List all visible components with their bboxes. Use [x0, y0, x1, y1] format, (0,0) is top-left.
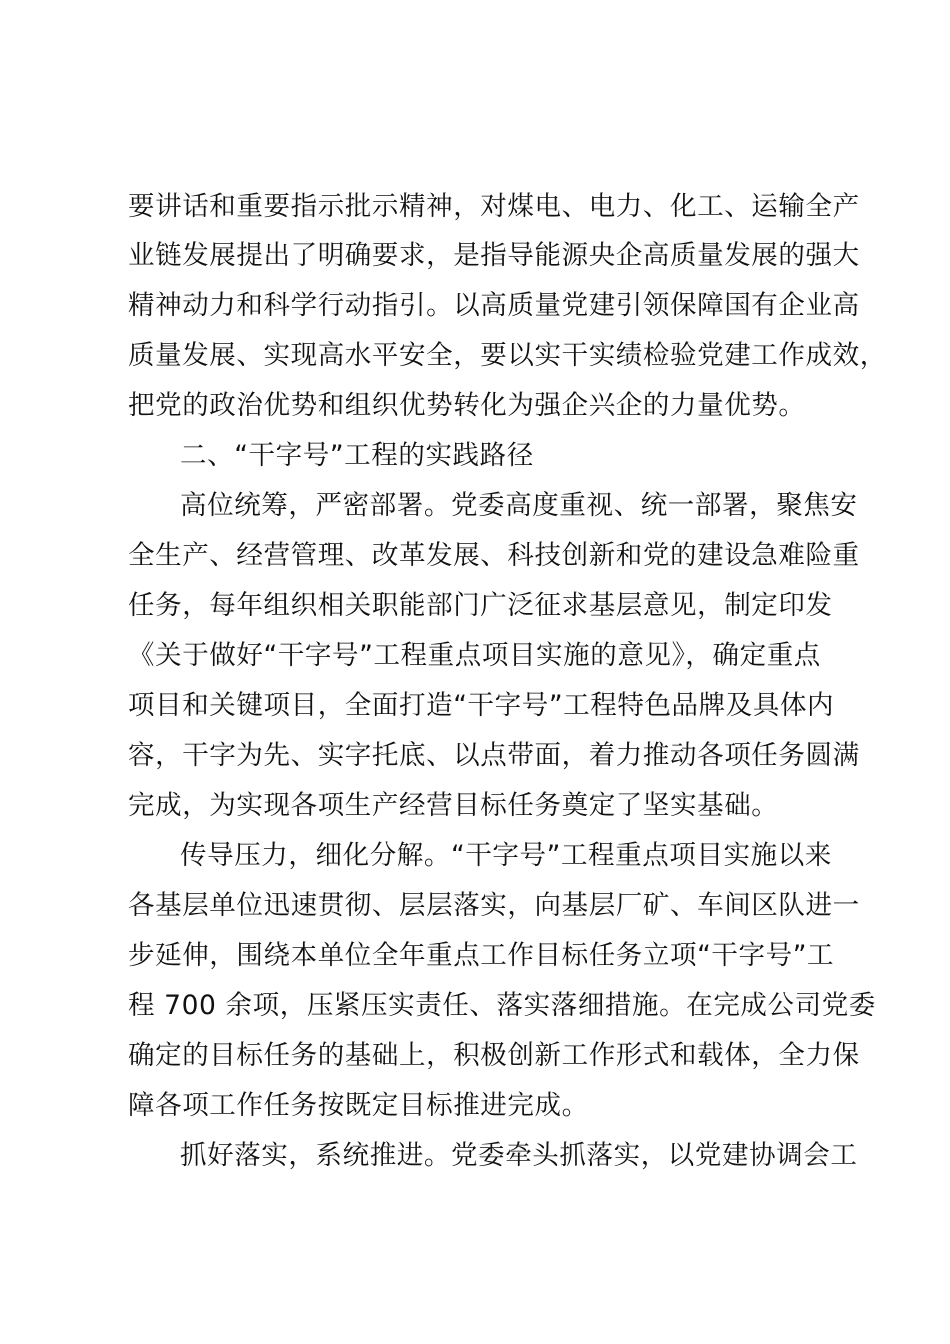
body-line: 精神动力和科学行动指引。以高质量党建引领保障国有企业高	[128, 290, 860, 321]
body-line: 步延伸，围绕本单位全年重点工作目标任务立项“干字号”工	[128, 940, 835, 971]
body-line: 任务，每年组织相关职能部门广泛征求基层意见，制定印发	[128, 590, 833, 621]
body-line: 全生产、经营管理、改革发展、科技创新和党的建设急难险重	[128, 540, 860, 571]
body-line: 质量发展、实现高水平安全，要以实干实绩检验党建工作成效，	[128, 340, 887, 371]
body-line: 容，干字为先、实字托底、以点带面，着力推动各项任务圆满	[128, 740, 860, 771]
body-line: 项目和关键项目，全面打造“干字号”工程特色品牌及具体内	[128, 690, 835, 721]
body-line: 各基层单位迅速贯彻、层层落实，向基层厂矿、车间区队进一	[128, 890, 860, 921]
body-line: 要讲话和重要指示批示精神，对煤电、电力、化工、运输全产	[128, 191, 860, 222]
body-line: 完成，为实现各项生产经营目标任务奠定了坚实基础。	[128, 790, 779, 821]
body-line: 程 700 余项，压紧压实责任、落实落细措施。在完成公司党委	[128, 990, 876, 1021]
paragraph-first-line: 传导压力，细化分解。“干字号”工程重点项目实施以来	[180, 840, 832, 871]
paragraph-first-line: 抓好落实，系统推进。党委牵头抓落实，以党建协调会工	[180, 1140, 858, 1171]
body-line: 业链发展提出了明确要求，是指导能源央企高质量发展的强大	[128, 240, 860, 271]
section-heading: 二、“干字号”工程的实践路径	[180, 440, 534, 471]
body-line: 障各项工作任务按既定目标推进完成。	[128, 1090, 589, 1121]
body-line: 《关于做好“干字号”工程重点项目实施的意见》，确定重点	[128, 640, 821, 671]
body-line: 确定的目标任务的基础上，积极创新工作形式和载体，全力保	[128, 1040, 860, 1071]
body-line: 把党的政治优势和组织优势转化为强企兴企的力量优势。	[128, 390, 806, 421]
paragraph-first-line: 高位统筹，严密部署。党委高度重视、统一部署，聚焦安	[180, 490, 858, 521]
